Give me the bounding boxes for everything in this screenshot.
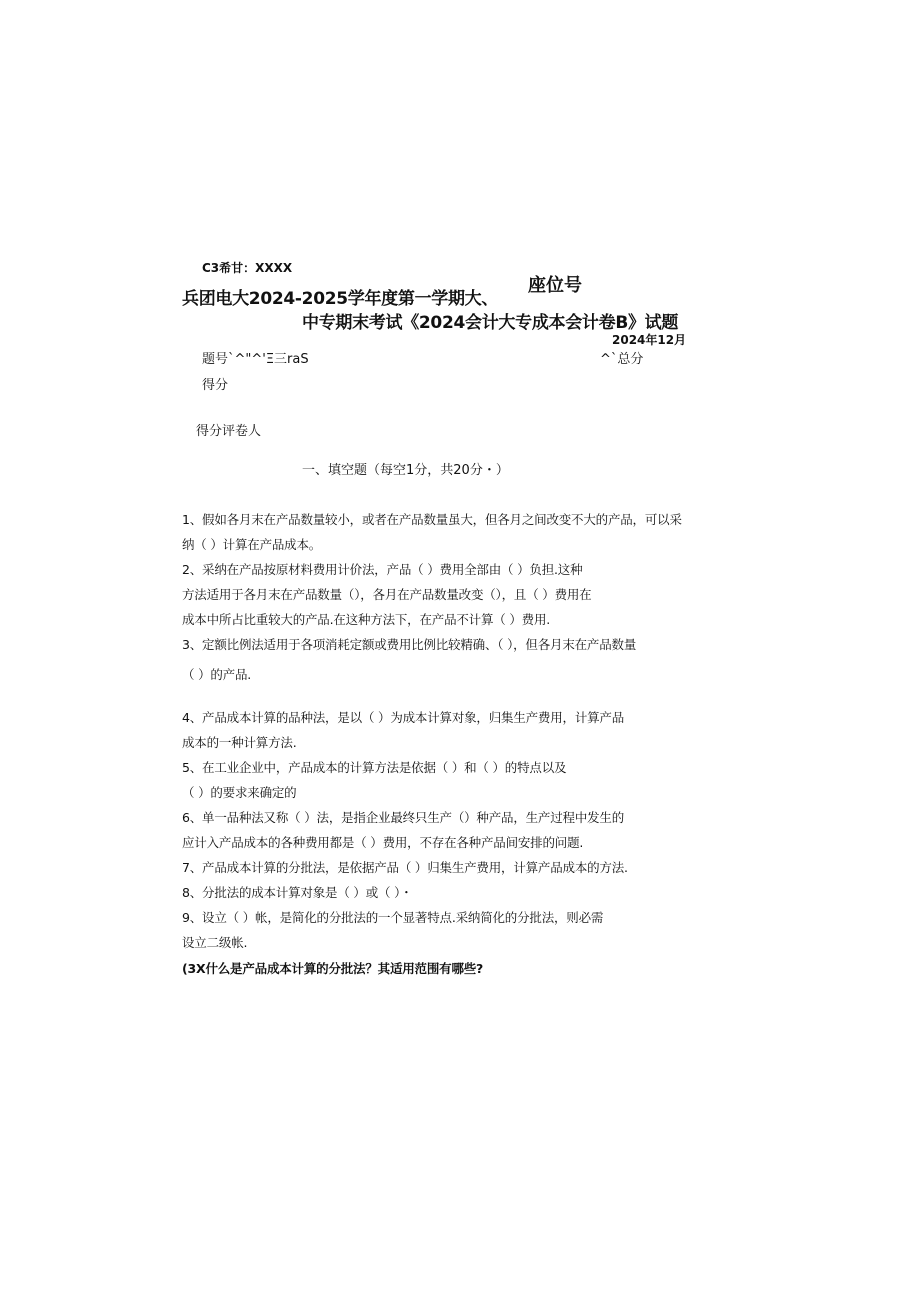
total-score-label: ^`总分 xyxy=(600,352,644,367)
exam-title-line2: 中专期末考试《2024会计大专成本会计卷B》试题 xyxy=(302,313,679,333)
question-line: 成本的一种计算方法. xyxy=(182,735,297,750)
question-line: 方法适用于各月末在产品数量（），各月在产品数量改变（），且（ ）费用在 xyxy=(182,587,592,602)
score-label: 得分 xyxy=(202,378,229,393)
question-line: 9、设立（ ）帐，是简化的分批法的一个显著特点.采纳简化的分批法，则必需 xyxy=(182,910,604,925)
question-line: 应计入产品成本的各种费用都是（ ）费用，不存在各种产品间安排的问题. xyxy=(182,835,584,850)
question-line: 1、假如各月末在产品数量较小，或者在产品数量虽大，但各月之间改变不大的产品，可以采 xyxy=(182,512,682,527)
question-line: （ ）的要求来确定的 xyxy=(182,785,297,800)
question-line: （ ）的产品. xyxy=(182,667,252,682)
question-line: 5、在工业企业中，产品成本的计算方法是依据（ ）和（ ）的特点以及 xyxy=(182,760,567,775)
question-line: 6、单一品种法又称（ ）法，是指企业最终只生产（）种产品，生产过程中发生的 xyxy=(182,810,625,825)
question-line: 设立二级帐. xyxy=(182,935,248,950)
question-line: 成本中所占比重较大的产品.在这种方法下，在产品不计算（ ）费用. xyxy=(182,612,551,627)
seat-number-label: 座位号 xyxy=(528,275,582,296)
question-line: 3、定额比例法适用于各项消耗定额或费用比例比较精确、（ ），但各月末在产品数量 xyxy=(182,637,637,652)
question-line: 4、产品成本计算的品种法，是以（ ）为成本计算对象，归集生产费用，计算产品 xyxy=(182,710,625,725)
exam-title-line1: 兵团电大2024-2025学年度第一学期大、 xyxy=(182,289,499,309)
question-number-header: 题号`^"^'Ξ三raS xyxy=(202,352,309,367)
question-line: 2、采纳在产品按原材料费用计价法，产品（ ）费用全部由（ ）负担.这种 xyxy=(182,562,583,577)
question-line: 8、分批法的成本计算对象是（ ）或（ ）・ xyxy=(182,885,413,900)
question-line: 7、产品成本计算的分批法，是依据产品（ ）归集生产费用，计算产品成本的方法. xyxy=(182,860,628,875)
question-line: 纳（ ）计算在产品成本。 xyxy=(182,537,322,552)
question-line: (3X什么是产品成本计算的分批法？其适用范围有哪些? xyxy=(182,961,484,976)
exam-code: C3希甘：XXXX xyxy=(202,261,293,275)
section-title: 一、填空题（每空1分，共20分・） xyxy=(302,463,509,478)
grader-label: 得分评卷人 xyxy=(196,424,262,439)
exam-date: 2024年12月 xyxy=(612,333,687,347)
